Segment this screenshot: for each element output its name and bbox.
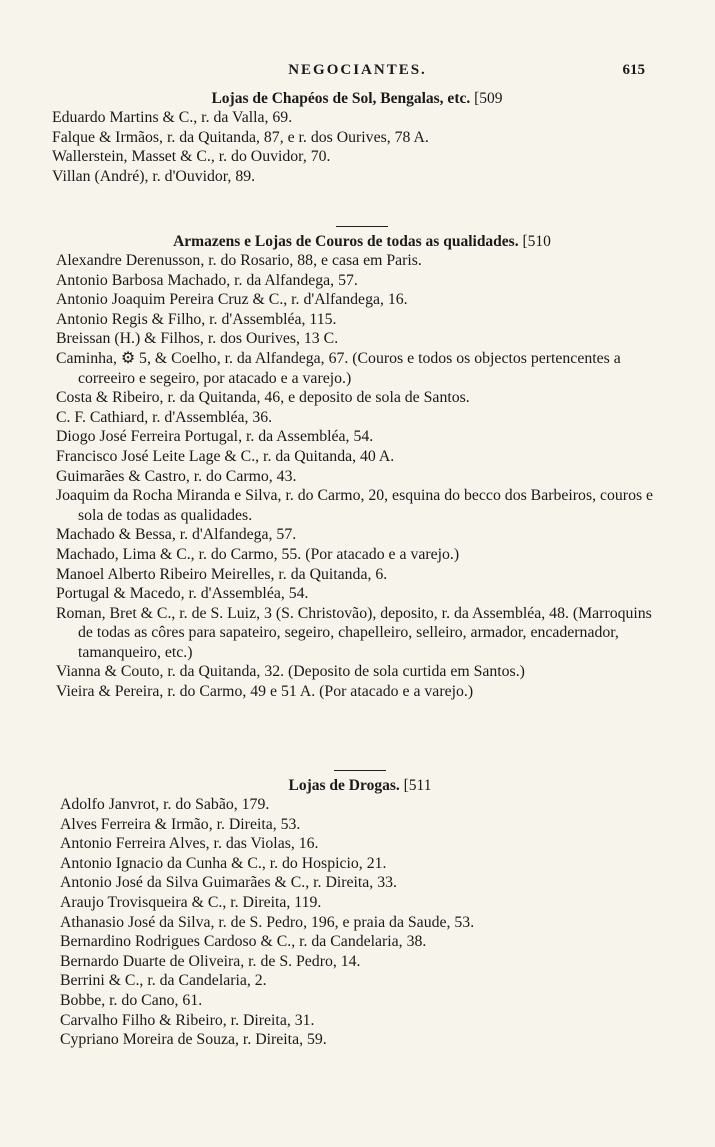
list-entry: Antonio Barbosa Machado, r. da Alfandega, 57. (56, 271, 358, 289)
list-entry: Adolfo Janvrot, r. do Sabão, 179. (60, 796, 270, 813)
section-heading (60, 777, 660, 795)
list-entry: Francisco José Leite Lage & C., r. da Quitanda, 40 A. (56, 447, 395, 465)
list-entry: Guimarães & Castro, r. do Carmo, 43. (56, 467, 297, 485)
list-entry: Araujo Trovisqueira & C., r. Direita, 119. (60, 893, 322, 911)
section-heading (52, 90, 662, 108)
list-entry: Alexandre Derenusson, r. do Rosario, 88, e casa em Paris. (56, 252, 422, 269)
list-entry: Costa & Ribeiro, r. da Quitanda, 46, e deposito de sola de Santos. (56, 389, 470, 407)
list-entry: Vianna & Couto, r. da Quitanda, 32. (Deposito de sola curtida em Santos.) (56, 663, 525, 681)
list-entry: Vieira & Pereira, r. do Carmo, 49 e 51 A. (Por atacado e a varejo.) (56, 683, 474, 701)
list-entry: Antonio Ferreira Alves, r. das Violas, 16. (60, 835, 319, 853)
list-entry: Alves Ferreira & Irmão, r. Direita, 53. (60, 815, 301, 833)
list-entry: Diogo José Ferreira Portugal, r. da Assembléa, 54. (56, 428, 374, 446)
list-entry: Villan (André), r. d'Ouvidor, 89. (52, 167, 256, 185)
running-head (0, 62, 715, 82)
list-entry: Wallerstein, Masset & C., r. do Ouvidor, 70. (52, 148, 331, 166)
section-ref: [509 (474, 90, 503, 107)
list-entry: Machado, Lima & C., r. do Carmo, 55. (Por atacado e a varejo.) (56, 545, 460, 563)
section-divider (336, 226, 388, 227)
section-ref: [510 (522, 233, 551, 250)
list-entry: Eduardo Martins & C., r. da Valla, 69. (52, 109, 293, 126)
list-entry: Berrini & C., r. da Candelaria, 2. (60, 972, 267, 990)
list-entry: Bobbe, r. do Cano, 61. (60, 991, 203, 1009)
list-entry: Carvalho Filho & Ribeiro, r. Direita, 31. (60, 1011, 315, 1029)
section-divider (334, 770, 386, 771)
list-entry: Antonio José da Silva Guimarães & C., r. Direita, 33. (60, 874, 397, 892)
section-title: Lojas de Drogas. (288, 777, 400, 794)
section-umbrellas (52, 90, 662, 186)
running-head-title: NEGOCIANTES. (288, 62, 427, 78)
list-entry: Bernardino Rodrigues Cardoso & C., r. da Candelaria, 38. (60, 933, 427, 951)
list-entry: C. F. Cathiard, r. d'Assembléa, 36. (56, 408, 273, 426)
list-entry: Machado & Bessa, r. d'Alfandega, 57. (56, 526, 297, 544)
list-entry: Antonio Joaquim Pereira Cruz & C., r. d'Alfandega, 16. (56, 291, 408, 309)
list-entry: Roman, Bret & C., r. de S. Luiz, 3 (S. Christovão), deposito, r. da Assembléa, 48. (Marroquins de todas as côres para sapateiro, segeiro, chapelleiro, selleiro, armador, encadernador, tamanqueiro, etc.) (56, 604, 652, 661)
list-entry: Antonio Regis & Filho, r. d'Assembléa, 115. (56, 310, 337, 328)
list-entry: Breissan (H.) & Filhos, r. dos Ourives, 13 C. (56, 330, 339, 348)
list-entry: Athanasio José da Silva, r. de S. Pedro, 196, e praia da Saude, 53. (60, 913, 475, 931)
list-entry: Manoel Alberto Ribeiro Meirelles, r. da Quitanda, 6. (56, 565, 388, 583)
section-heading (56, 233, 668, 251)
section-title: Armazens e Lojas de Couros de todas as qualidades. (173, 233, 519, 250)
section-title: Lojas de Chapéos de Sol, Bengalas, etc. (211, 90, 471, 107)
list-entry: Joaquim da Rocha Miranda e Silva, r. do Carmo, 20, esquina do becco dos Barbeiros, couros e sola de todas as qualidades. (56, 487, 654, 524)
list-entry: Antonio Ignacio da Cunha & C., r. do Hospicio, 21. (60, 854, 387, 872)
list-entry: Caminha, ⚙ 5, & Coelho, r. da Alfandega, 67. (Couros e todos os objectos pertencentes a correeiro e segeiro, por atacado e a varejo.) (56, 349, 621, 387)
list-entry: Bernardo Duarte de Oliveira, r. de S. Pedro, 14. (60, 952, 361, 970)
list-entry: Falque & Irmãos, r. da Quitanda, 87, e r. dos Ourives, 78 A. (52, 128, 429, 146)
section-ref: [511 (403, 777, 432, 794)
list-entry: Portugal & Macedo, r. d'Assembléa, 54. (56, 585, 309, 603)
list-entry: Cypriano Moreira de Souza, r. Direita, 59. (60, 1031, 327, 1049)
page-number: 615 (622, 62, 645, 78)
section-drugs (60, 762, 660, 1050)
section-leather (56, 218, 668, 702)
